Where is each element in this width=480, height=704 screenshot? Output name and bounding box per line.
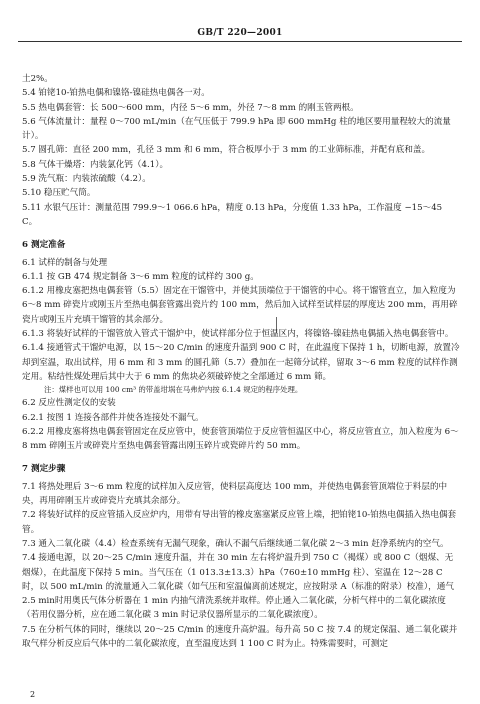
paragraph: 5.10 稳压贮气筒。 xyxy=(22,188,96,199)
paragraph: 7.5 在分析气体的同时，继续以 20～25 C/min 的速度升高炉温。每升高 50 C 按 7.4 的规定保温、通二氧化碳并取气样分析反应后气体中的二氧化碳浓度，直至温度达到 1 100 C 时为止。特殊需要时，可测定 xyxy=(22,624,458,649)
paragraph: 5.4 铂铑10-铂热电偶和镍铬-镍硅热电偶各一对。 xyxy=(22,88,210,99)
paragraph: 7.4 接通电源，以 20～25 C/min 速度升温，并在 30 min 左右将炉温升到 750 C（褐煤）或 800 C（烟煤、无烟煤），在此温度下保持 5 min。当气压在（1 013.3±13.3）hPa（760±10 mmHg 柱）、室温在 12～28 C 时，以 500 mL/min 的流量通入二氧化碳（如气压和室温偏离前述规定，应按附录 A（标准的附录）校准），通气 2.5 min时用奥氏气体分析器在 1 min 内抽气清洗系统并取样。停止通入二氧化碳，分析气样中的二氧化碳浓度（若用仪器分析，应在通二氧化碳 3 min 时记录仪器所显示的二氧化碳浓度）。 xyxy=(22,553,454,621)
paragraph: 土2%。 xyxy=(22,74,53,84)
paragraph: 6.1.3 将装好试样的干馏管放入管式干馏炉中，使试样部分位于恒温区内，将镍铬-镍硅热电偶插入热电偶套管中。 xyxy=(22,329,454,340)
paragraph: 6.1.4 接通管式干馏炉电源，以 15～20 C/min 的速度升温到 900 C 时，在此温度下保持 1 h，切断电源，放置冷却到室温，取出试样，用 6 mm 和 3 mm 的圆孔筛（5.7）叠加在一起筛分试样，留取 3～6 mm 粒度的试样作测定用。粘结性煤处理后其中大于 6 mm 的焦块必须破碎使之全部通过 6 mm 筛。 xyxy=(22,343,460,382)
paragraph: 5.8 气体干燥塔：内装氯化钙（4.1）。 xyxy=(22,159,169,170)
page-number: 2 xyxy=(30,690,36,699)
paragraph: 5.11 水银气压计：测量范围 799.9～1 066.6 hPa，精度 0.13 hPa，分度值 1.33 hPa，工作温度 −15～45 C。 xyxy=(22,202,443,227)
paragraph: 5.5 热电偶套管：长 500～600 mm，内径 5～6 mm，外径 7～8 mm 的刚玉管两根。 xyxy=(22,102,359,113)
paragraph: 5.9 洗气瓶：内装浓硫酸（4.2）。 xyxy=(22,174,151,185)
paragraph: 7.1 将热处理后 3～6 mm 粒度的试样加入反应管，使料层高度达 100 mm，并使热电偶套管顶端位于料层的中央，再用碎刚玉片或碎瓷片充填其余部分。 xyxy=(22,481,448,507)
section-heading: 7 测定步骤 xyxy=(22,464,66,475)
paragraph: 6.2.2 用橡皮塞将热电偶套管固定在反应管中，使套管顶端位于反应管恒温区中心，将反应管直立，加入粒度为 6～8 mm 碎刚玉片或碎瓷片至热电偶套管露出刚玉碎片或瓷碎片约 50 mm。 xyxy=(22,426,459,452)
paragraph: 5.6 气体流量计：量程 0～700 mL/min（在气压低于 799.9 hPa 即 600 mmHg 柱的地区要用量程较大的流量计）。 xyxy=(22,116,451,142)
paragraph: 7.3 通入二氧化碳（4.4）检查系统有无漏气现象，确认不漏气后继续通二氧化碳 2～3 min 赶净系统内的空气。 xyxy=(22,538,449,549)
header-rule xyxy=(18,41,462,42)
paragraph: 6.2.1 按图 1 连接各部件并使各连接处不漏气。 xyxy=(22,412,204,423)
paragraph: 6.2 反应性测定仪的安装 xyxy=(22,398,116,409)
note-text: 注：煤样也可以用 100 cm³ 的带盖坩埚在马弗炉内按 6.1.4 规定的程序处理。 xyxy=(44,385,303,395)
paragraph: 7.2 将装好试样的反应管插入反应炉内，用带有导出管的橡皮塞塞紧反应管上端，把铂铑10-铂热电偶插入热电偶套管。 xyxy=(22,510,457,535)
paragraph: 6.1.1 按 GB 474 规定制备 3～6 mm 粒度的试样约 300 g。 xyxy=(22,271,259,282)
section-heading: 6 测定准备 xyxy=(22,240,66,251)
paragraph: 6.1.2 用橡皮塞把热电偶套管（5.5）固定在干馏管中，并使其顶端位于干馏管的中心。将干馏管直立，加入粒度为 6～8 mm 碎瓷片或刚玉片至热电偶套管露出瓷片约 100 mm，然后加入试样至试样层的厚度达 200 mm，再用碎瓷片或刚玉片充填干馏管的其余部分。 xyxy=(22,286,458,325)
paragraph: 6.1 试样的制备与处理 xyxy=(22,257,108,268)
document-body xyxy=(22,72,460,651)
paragraph: 5.7 圆孔筛：直径 200 mm，孔径 3 mm 和 6 mm，符合板厚小于 3 mm 的工业筛标准，并配有底和盖。 xyxy=(22,145,431,156)
page-header: GB/T 220—2001 xyxy=(197,28,283,38)
